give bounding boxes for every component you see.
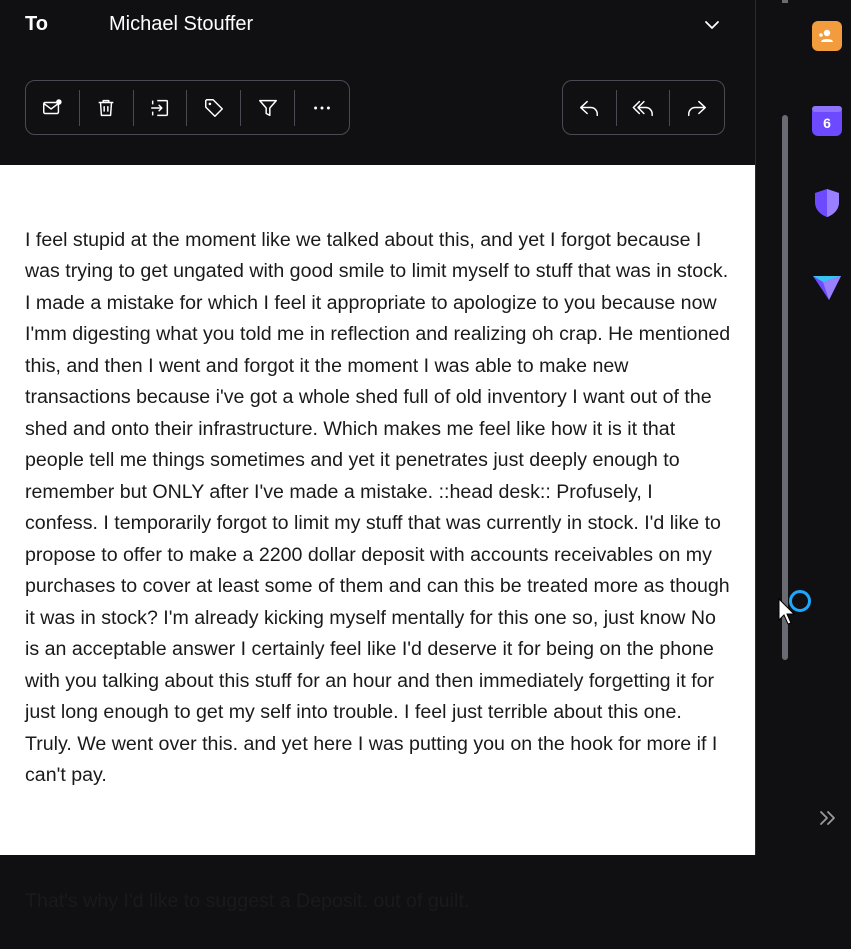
more-icon <box>311 97 333 119</box>
message-paragraph: That's why I'd like to suggest a Deposit. out of guilt. <box>25 890 470 912</box>
calendar-day: 6 <box>823 115 831 131</box>
loading-indicator <box>789 590 811 612</box>
trash-icon <box>95 97 117 119</box>
message-body <box>0 165 755 912</box>
forward-icon <box>686 97 708 119</box>
message-header <box>0 0 755 165</box>
tag-icon <box>203 97 225 119</box>
chevron-down-icon[interactable] <box>702 15 722 35</box>
recipient-name[interactable]: Michael Stouffer <box>109 13 254 35</box>
message-paragraph: I feel stupid at the moment like we talked about this, and yet I forgot because I was trying to get ungated with good smile to limit myself to stuff that was in stock. I made a mistake for which I feel it appropriate to apologize to you because now I'mm digesting what you told me in reflection and realizing oh crap. He mentioned this, and then I went and forgot it the moment I was able to make new transactions because i've got a whole shed full of old inventory I want out of the shed and onto their infrastructure. Which makes me feel like how it is it that people tell me things sometimes and yet it penetrates just deeply enough to remember but ONLY after I've made a mistake. ::head desk:: Profusely, I confess. I temporarily forgot to limit my stuff that was currently in stock. I'd like to propose to offer to make a 2200 dollar deposit with accounts receivables on my purchases to cover at least some of them and can this be treated more as though it was in stock? I'm already kicking myself mentally for this one so, just know No is an acceptable answer I certainly feel like I'd deserve it for being on the phone with you talking about this stuff for an hour and then immediately forgetting it for just long enough to get my self into trouble. I feel just terrible about this one. Truly. We went over this. and yet here I was putting you on the hook for more if I can't pay. <box>25 228 731 786</box>
scrollbar[interactable] <box>755 0 792 855</box>
contacts-app-button[interactable] <box>812 21 842 51</box>
scrollbar-top <box>782 0 788 3</box>
pass-icon <box>811 272 843 302</box>
reply-all-button[interactable] <box>617 90 671 126</box>
reply-icon <box>578 97 600 119</box>
filter-icon <box>257 97 279 119</box>
forward-button[interactable] <box>670 90 724 126</box>
filter-button[interactable] <box>241 90 295 126</box>
to-label: To <box>25 13 48 35</box>
calendar-app-button[interactable] <box>812 106 842 136</box>
delete-button[interactable] <box>80 90 134 126</box>
mark-unread-button[interactable] <box>26 90 80 126</box>
vpn-shield-icon <box>812 187 842 219</box>
more-options-button[interactable] <box>295 90 349 126</box>
move-icon <box>149 97 171 119</box>
recipient-row <box>25 10 730 40</box>
paragraph-gap <box>25 823 731 855</box>
expand-sidebar-icon[interactable] <box>816 806 840 830</box>
mark-unread-icon <box>41 97 63 119</box>
message-actions-toolbar <box>25 80 350 135</box>
label-button[interactable] <box>187 90 241 126</box>
reply-all-icon <box>632 97 654 119</box>
reply-toolbar <box>562 80 725 135</box>
reply-button[interactable] <box>563 90 617 126</box>
vpn-app-button[interactable] <box>812 188 842 218</box>
pass-app-button[interactable] <box>812 272 842 302</box>
scrollbar-thumb[interactable] <box>782 115 788 660</box>
move-button[interactable] <box>134 90 188 126</box>
side-app-bar <box>792 0 851 855</box>
message-text <box>25 193 731 949</box>
contacts-icon <box>817 26 837 46</box>
